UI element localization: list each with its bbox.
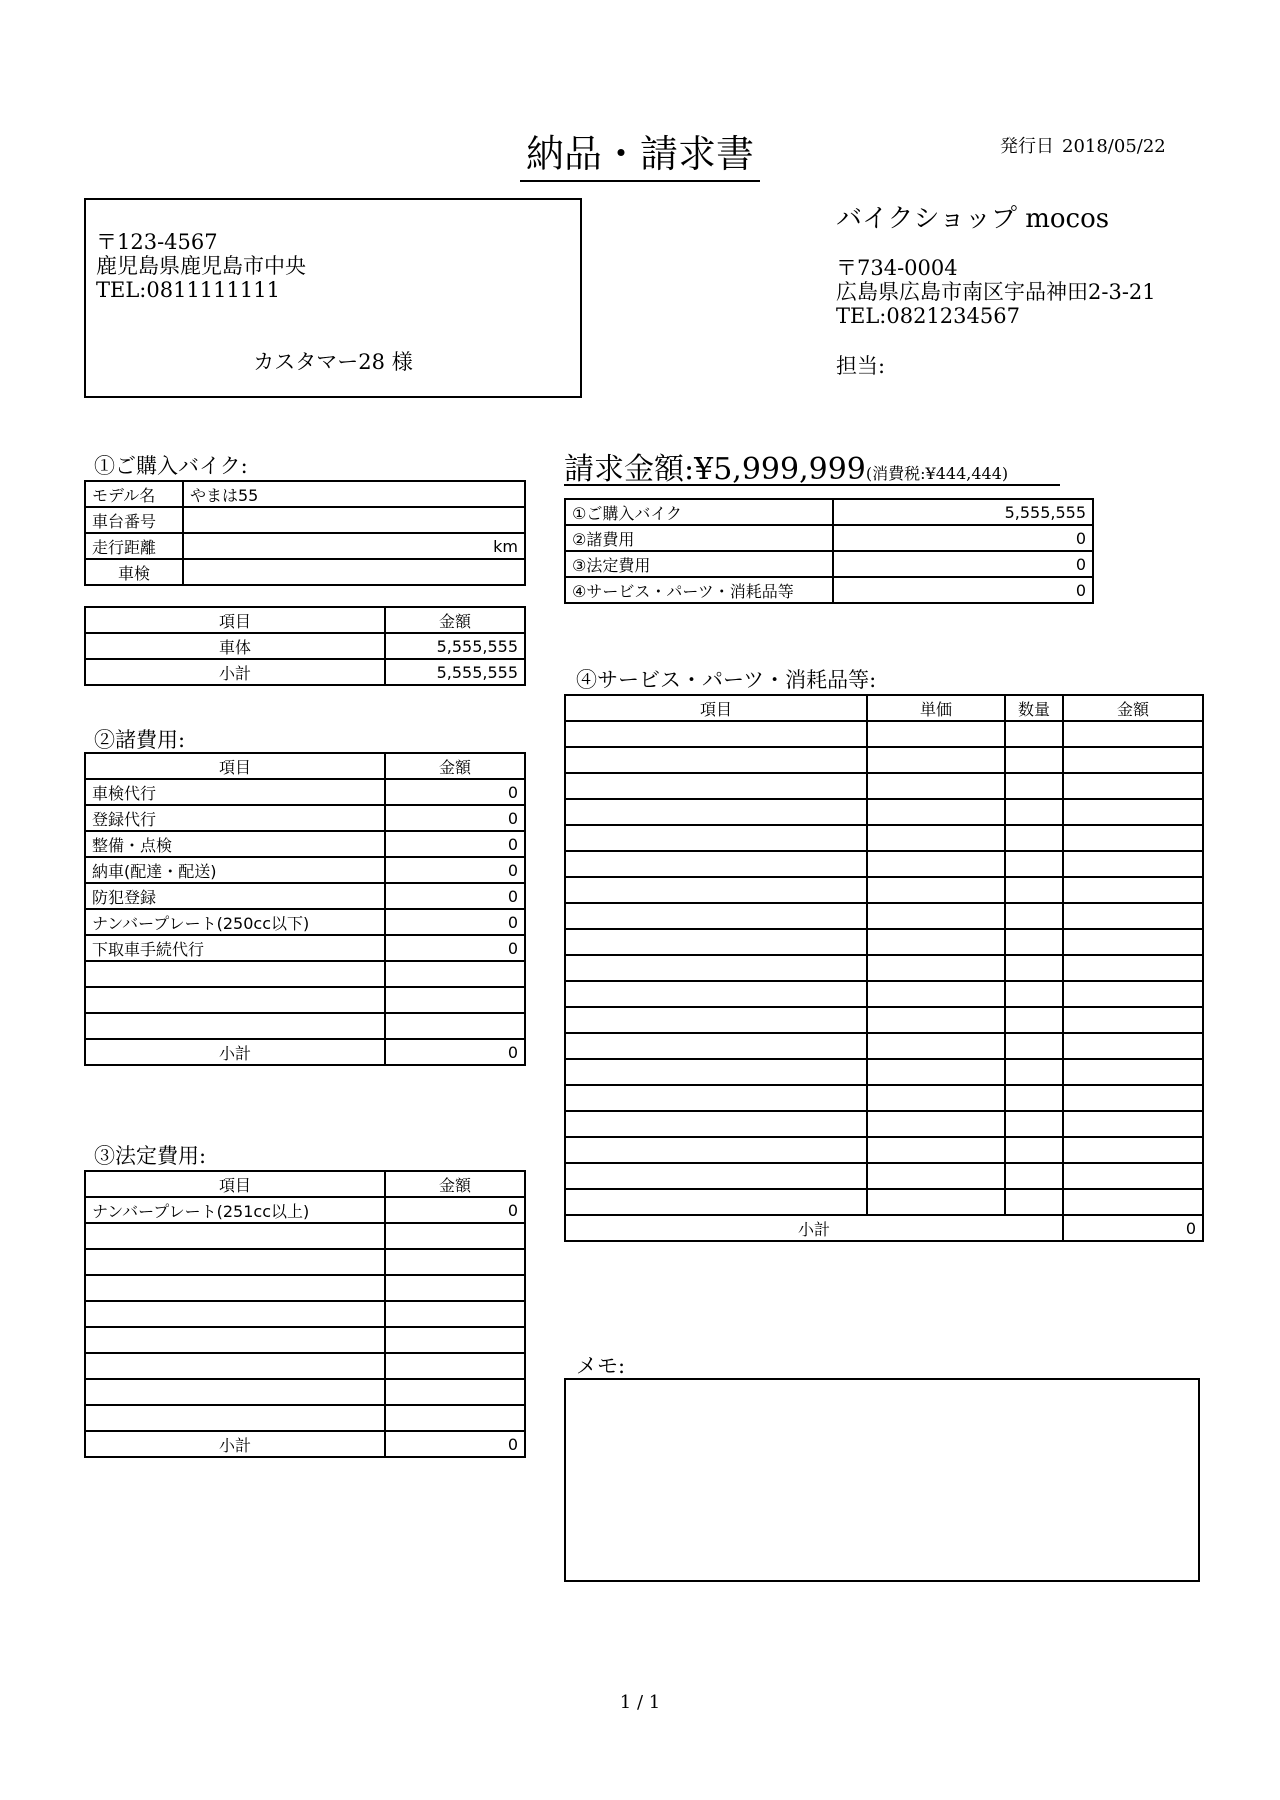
service-quantity (1005, 1007, 1063, 1033)
legal-row (85, 1249, 525, 1275)
service-quantity (1005, 903, 1063, 929)
subtotal-label: 小計 (565, 1215, 1063, 1241)
legal-row (85, 1405, 525, 1431)
legal-amount (385, 1353, 525, 1379)
document-title: 納品・請求書 (520, 128, 760, 182)
bike-info-value (183, 507, 525, 533)
bike-info-table (84, 480, 526, 586)
service-amount (1063, 903, 1203, 929)
shop-name: バイクショップ mocos (836, 204, 1110, 234)
summary-row (565, 525, 1093, 551)
memo-box (564, 1378, 1200, 1582)
service-amount (1063, 799, 1203, 825)
column-header-amount: 金額 (385, 607, 525, 633)
column-header-item: 項目 (85, 607, 385, 633)
legal-item (85, 1275, 385, 1301)
legal-item (85, 1379, 385, 1405)
service-item (565, 1059, 867, 1085)
column-header-item: 項目 (565, 695, 867, 721)
service-row (565, 747, 1203, 773)
service-unit-price (867, 981, 1005, 1007)
service-quantity (1005, 929, 1063, 955)
fees-row (85, 779, 525, 805)
service-unit-price (867, 1085, 1005, 1111)
bike-amount-table (84, 606, 526, 686)
legal-header (85, 1171, 525, 1197)
service-unit-price (867, 721, 1005, 747)
bike-info-label: モデル名 (85, 481, 183, 507)
service-quantity (1005, 877, 1063, 903)
service-quantity (1005, 721, 1063, 747)
bike-info-value: やまは55 (183, 481, 525, 507)
service-unit-price (867, 903, 1005, 929)
legal-item (85, 1353, 385, 1379)
service-unit-price (867, 773, 1005, 799)
service-unit-price (867, 1189, 1005, 1215)
legal-section-heading: ③法定費用: (94, 1144, 207, 1168)
bike-section-heading: ①ご購入バイク: (94, 454, 248, 478)
service-row (565, 851, 1203, 877)
fees-item: 防犯登録 (85, 883, 385, 909)
service-amount (1063, 929, 1203, 955)
billing-tax: (消費税:¥444,444) (865, 464, 1009, 483)
service-subtotal-row (565, 1215, 1203, 1241)
service-quantity (1005, 773, 1063, 799)
shop-address-block (836, 256, 1156, 328)
service-unit-price (867, 1033, 1005, 1059)
fees-amount (385, 961, 525, 987)
fees-item (85, 961, 385, 987)
legal-amount (385, 1275, 525, 1301)
fees-row (85, 1013, 525, 1039)
fees-item (85, 1013, 385, 1039)
subtotal-value: 0 (1063, 1215, 1203, 1241)
service-amount (1063, 1033, 1203, 1059)
column-header-unit-price: 単価 (867, 695, 1005, 721)
customer-box (84, 198, 582, 398)
service-amount (1063, 721, 1203, 747)
legal-amount (385, 1379, 525, 1405)
service-quantity (1005, 1137, 1063, 1163)
service-header (565, 695, 1203, 721)
customer-address-block (96, 230, 306, 302)
service-row (565, 929, 1203, 955)
service-row (565, 825, 1203, 851)
customer-address: 鹿児島県鹿児島市中央 (96, 254, 306, 278)
service-amount (1063, 1111, 1203, 1137)
issue-date-value: 2018/05/22 (1062, 136, 1166, 157)
service-row (565, 773, 1203, 799)
service-unit-price (867, 929, 1005, 955)
service-amount (1063, 981, 1203, 1007)
fees-amount: 0 (385, 909, 525, 935)
service-item (565, 1163, 867, 1189)
fees-item (85, 987, 385, 1013)
service-item (565, 825, 867, 851)
service-quantity (1005, 1059, 1063, 1085)
bike-amount-header (85, 607, 525, 633)
memo-label: メモ: (576, 1354, 626, 1378)
fees-amount (385, 1013, 525, 1039)
tanto-label: 担当: (836, 354, 886, 378)
service-unit-price (867, 799, 1005, 825)
service-row (565, 1111, 1203, 1137)
service-row (565, 1189, 1203, 1215)
legal-amount (385, 1327, 525, 1353)
bike-subtotal-row (85, 659, 525, 685)
issue-date (1000, 132, 1166, 158)
bike-info-value (183, 559, 525, 585)
customer-name: カスタマー28 様 (253, 350, 413, 374)
service-row (565, 1085, 1203, 1111)
bike-info-label: 車台番号 (85, 507, 183, 533)
legal-item (85, 1301, 385, 1327)
service-item (565, 955, 867, 981)
service-item (565, 1033, 867, 1059)
service-unit-price (867, 1111, 1005, 1137)
subtotal-label: 小計 (85, 1431, 385, 1457)
billing-total-label: 請求金額: (564, 452, 695, 487)
service-row (565, 981, 1203, 1007)
shop-postal: 〒734-0004 (836, 256, 958, 280)
column-header-item: 項目 (85, 1171, 385, 1197)
fees-header (85, 753, 525, 779)
service-row (565, 721, 1203, 747)
subtotal-value: 0 (385, 1039, 525, 1065)
legal-item (85, 1405, 385, 1431)
fees-amount: 0 (385, 805, 525, 831)
service-item (565, 1111, 867, 1137)
legal-row (85, 1301, 525, 1327)
service-amount (1063, 877, 1203, 903)
service-quantity (1005, 825, 1063, 851)
service-unit-price (867, 851, 1005, 877)
service-quantity (1005, 1189, 1063, 1215)
legal-table (84, 1170, 526, 1458)
legal-amount (385, 1301, 525, 1327)
bike-amount-row (85, 633, 525, 659)
bike-info-value: km (183, 533, 525, 559)
fees-subtotal-row (85, 1039, 525, 1065)
subtotal-label: 小計 (85, 659, 385, 685)
summary-row (565, 551, 1093, 577)
shop-tel: TEL:0821234567 (836, 304, 1020, 328)
summary-row (565, 499, 1093, 525)
shop-address: 広島県広島市南区宇品神田2-3-21 (836, 280, 1156, 304)
service-amount (1063, 773, 1203, 799)
legal-item (85, 1327, 385, 1353)
service-unit-price (867, 1007, 1005, 1033)
issue-date-label: 発行日 (1000, 136, 1054, 157)
service-item (565, 981, 867, 1007)
fees-amount: 0 (385, 883, 525, 909)
fees-item: 下取車手続代行 (85, 935, 385, 961)
fees-item: 納車(配達・配送) (85, 857, 385, 883)
service-section-heading: ④サービス・パーツ・消耗品等: (576, 668, 877, 692)
service-unit-price (867, 747, 1005, 773)
service-row (565, 1007, 1203, 1033)
fees-row (85, 831, 525, 857)
service-amount (1063, 1059, 1203, 1085)
legal-row (85, 1223, 525, 1249)
service-item (565, 721, 867, 747)
service-item (565, 1007, 867, 1033)
bike-info-row (85, 507, 525, 533)
service-amount (1063, 851, 1203, 877)
legal-amount (385, 1249, 525, 1275)
service-row (565, 1137, 1203, 1163)
summary-row (565, 577, 1093, 603)
service-amount (1063, 1085, 1203, 1111)
bike-info-row (85, 533, 525, 559)
fees-item: 登録代行 (85, 805, 385, 831)
service-amount (1063, 825, 1203, 851)
fees-item: 車検代行 (85, 779, 385, 805)
fees-item: ナンバープレート(250cc以下) (85, 909, 385, 935)
service-row (565, 1059, 1203, 1085)
summary-value: 0 (833, 525, 1093, 551)
summary-label: ②諸費用 (565, 525, 833, 551)
summary-label: ③法定費用 (565, 551, 833, 577)
service-row (565, 955, 1203, 981)
fees-table (84, 752, 526, 1066)
fees-row (85, 805, 525, 831)
service-quantity (1005, 1111, 1063, 1137)
column-header-amount: 金額 (385, 1171, 525, 1197)
service-item (565, 1189, 867, 1215)
service-item (565, 903, 867, 929)
fees-row (85, 961, 525, 987)
legal-item: ナンバープレート(251cc以上) (85, 1197, 385, 1223)
bike-amount: 5,555,555 (385, 633, 525, 659)
service-row (565, 1163, 1203, 1189)
service-unit-price (867, 825, 1005, 851)
subtotal-label: 小計 (85, 1039, 385, 1065)
fees-amount: 0 (385, 831, 525, 857)
legal-amount (385, 1223, 525, 1249)
fees-row (85, 857, 525, 883)
service-amount (1063, 1137, 1203, 1163)
service-item (565, 773, 867, 799)
billing-total-amount: ¥5,999,999 (694, 452, 866, 487)
column-header-amount: 金額 (385, 753, 525, 779)
legal-row (85, 1353, 525, 1379)
service-quantity (1005, 851, 1063, 877)
bike-info-row (85, 559, 525, 585)
legal-amount: 0 (385, 1197, 525, 1223)
fees-amount: 0 (385, 857, 525, 883)
service-item (565, 851, 867, 877)
legal-item (85, 1249, 385, 1275)
summary-value: 0 (833, 551, 1093, 577)
service-unit-price (867, 1137, 1005, 1163)
service-unit-price (867, 1163, 1005, 1189)
service-amount (1063, 1189, 1203, 1215)
billing-total (564, 444, 1060, 486)
service-item (565, 1137, 867, 1163)
column-header-quantity: 数量 (1005, 695, 1063, 721)
service-quantity (1005, 1033, 1063, 1059)
summary-value: 5,555,555 (833, 499, 1093, 525)
service-row (565, 877, 1203, 903)
service-quantity (1005, 1085, 1063, 1111)
service-item (565, 929, 867, 955)
fees-row (85, 987, 525, 1013)
column-header-amount: 金額 (1063, 695, 1203, 721)
service-quantity (1005, 1163, 1063, 1189)
service-item (565, 799, 867, 825)
service-unit-price (867, 1059, 1005, 1085)
service-amount (1063, 1007, 1203, 1033)
service-item (565, 877, 867, 903)
legal-row (85, 1327, 525, 1353)
service-item (565, 747, 867, 773)
legal-subtotal-row (85, 1431, 525, 1457)
summary-label: ④サービス・パーツ・消耗品等 (565, 577, 833, 603)
service-amount (1063, 747, 1203, 773)
service-quantity (1005, 955, 1063, 981)
subtotal-value: 5,555,555 (385, 659, 525, 685)
service-row (565, 903, 1203, 929)
customer-tel: TEL:0811111111 (96, 278, 280, 302)
fees-section-heading: ②諸費用: (94, 728, 186, 752)
fees-item: 整備・点検 (85, 831, 385, 857)
service-unit-price (867, 877, 1005, 903)
service-quantity (1005, 799, 1063, 825)
service-quantity (1005, 981, 1063, 1007)
fees-row (85, 935, 525, 961)
service-row (565, 1033, 1203, 1059)
bike-info-label: 走行距離 (85, 533, 183, 559)
fees-row (85, 883, 525, 909)
service-quantity (1005, 747, 1063, 773)
service-amount (1063, 1163, 1203, 1189)
legal-row (85, 1197, 525, 1223)
legal-item (85, 1223, 385, 1249)
customer-postal: 〒123-4567 (96, 230, 218, 254)
billing-summary-table (564, 498, 1094, 604)
service-table (564, 694, 1204, 1242)
bike-item: 車体 (85, 633, 385, 659)
summary-label: ①ご購入バイク (565, 499, 833, 525)
service-amount (1063, 955, 1203, 981)
fees-amount: 0 (385, 935, 525, 961)
fees-row (85, 909, 525, 935)
fees-amount (385, 987, 525, 1013)
column-header-item: 項目 (85, 753, 385, 779)
service-row (565, 799, 1203, 825)
subtotal-value: 0 (385, 1431, 525, 1457)
page-number: 1 / 1 (619, 1692, 661, 1713)
bike-info-label: 車検 (85, 559, 183, 585)
legal-amount (385, 1405, 525, 1431)
legal-row (85, 1275, 525, 1301)
fees-amount: 0 (385, 779, 525, 805)
service-item (565, 1085, 867, 1111)
summary-value: 0 (833, 577, 1093, 603)
service-unit-price (867, 955, 1005, 981)
bike-info-row (85, 481, 525, 507)
legal-row (85, 1379, 525, 1405)
